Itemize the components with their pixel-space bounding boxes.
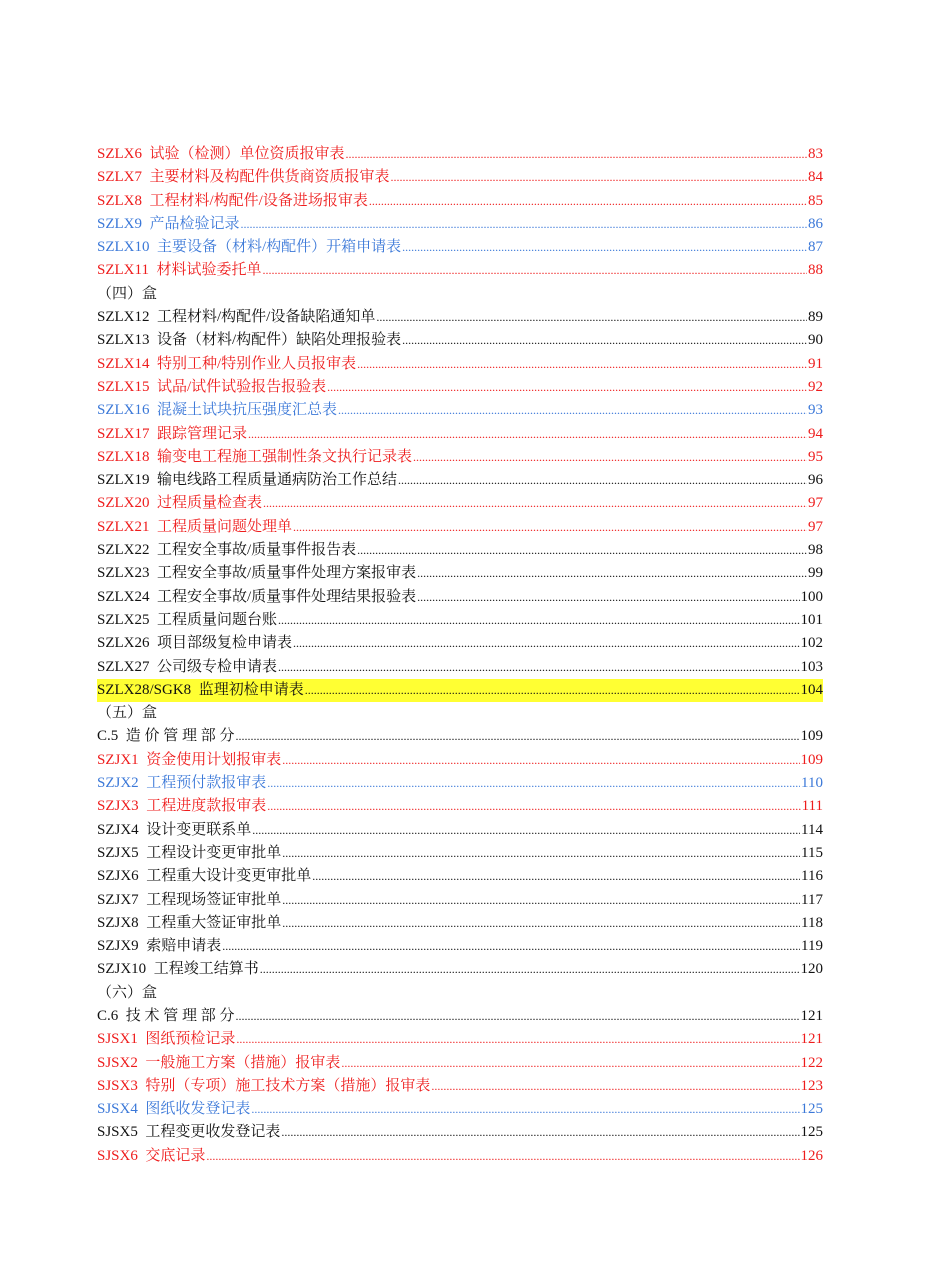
toc-entry-title: 工程现场签证审批单 bbox=[146, 891, 282, 908]
toc-entry-code: SZLX21 bbox=[97, 518, 150, 535]
toc-entry[interactable] bbox=[97, 376, 823, 399]
toc-entry-code: SJSX5 bbox=[97, 1124, 138, 1141]
toc-entry[interactable] bbox=[97, 259, 823, 282]
toc-entry-label bbox=[97, 1005, 235, 1028]
toc-leader-dots bbox=[312, 865, 800, 888]
toc-entry-code: SZLX11 bbox=[97, 262, 149, 279]
toc-page-number: 104 bbox=[800, 681, 823, 698]
toc-entry[interactable] bbox=[97, 725, 823, 748]
toc-entry-title: 工程变更收发登记表 bbox=[145, 1124, 281, 1141]
toc-page-number: 93 bbox=[808, 402, 823, 419]
toc-entry-label bbox=[97, 539, 356, 562]
toc-leader-dots bbox=[293, 632, 799, 655]
toc-page-number: 97 bbox=[808, 495, 823, 512]
toc-entry[interactable] bbox=[97, 795, 823, 818]
toc-entry[interactable] bbox=[97, 446, 823, 469]
toc-entry-title: 工程竣工结算书 bbox=[153, 961, 259, 978]
toc-entry-label bbox=[97, 656, 277, 679]
toc-entry-code: SZLX6 bbox=[97, 146, 142, 162]
toc-entry-label bbox=[97, 679, 304, 702]
toc-entry-label bbox=[97, 1075, 430, 1098]
toc-entry-title: 特别（专项）施工技术方案（措施）报审表 bbox=[145, 1077, 431, 1094]
toc-entry[interactable] bbox=[97, 749, 823, 772]
toc-entry-title: 工程预付款报审表 bbox=[146, 775, 267, 792]
toc-leader-dots bbox=[369, 190, 807, 213]
toc-page-number: 125 bbox=[800, 1101, 823, 1118]
toc-entry-code: SZLX15 bbox=[97, 378, 150, 395]
toc-entry-title: 图纸预检记录 bbox=[145, 1031, 236, 1048]
toc-entry[interactable] bbox=[97, 329, 823, 352]
toc-leader-dots bbox=[346, 143, 807, 166]
toc-entry[interactable] bbox=[97, 423, 823, 446]
toc-leader-dots bbox=[282, 842, 800, 865]
toc-entry-label bbox=[97, 329, 401, 352]
toc-page-number: 95 bbox=[808, 448, 823, 465]
toc-leader-dots bbox=[236, 1028, 799, 1051]
toc-page-number: 121 bbox=[800, 1031, 823, 1048]
toc-entry[interactable] bbox=[97, 772, 823, 795]
toc-entry[interactable] bbox=[97, 516, 823, 539]
toc-entry-code: SZLX13 bbox=[97, 332, 150, 349]
toc-page-number: 91 bbox=[808, 355, 823, 372]
toc-entry-label bbox=[97, 609, 277, 632]
toc-entry-label bbox=[97, 213, 240, 236]
toc-entry-code: SZLX18 bbox=[97, 448, 150, 465]
toc-page-number: 94 bbox=[808, 425, 823, 442]
toc-entry[interactable] bbox=[97, 143, 823, 166]
toc-entry-label bbox=[97, 1098, 250, 1121]
toc-entry[interactable] bbox=[97, 1145, 823, 1168]
toc-entry-title: 一般施工方案（措施）报审表 bbox=[145, 1054, 341, 1071]
toc-entry-title: 监理初检申请表 bbox=[198, 681, 304, 698]
toc-entry-title: 产品检验记录 bbox=[149, 215, 240, 232]
toc-entry-code: SJSX2 bbox=[97, 1054, 138, 1071]
toc-entry-label bbox=[97, 306, 375, 329]
toc-entry-label bbox=[97, 423, 247, 446]
toc-page-number: 117 bbox=[801, 891, 823, 908]
toc-entry[interactable] bbox=[97, 1028, 823, 1051]
toc-entry-title: 混凝土试块抗压强度汇总表 bbox=[157, 402, 338, 419]
toc-entry-label bbox=[97, 1121, 280, 1144]
toc-entry-label bbox=[97, 399, 337, 422]
toc-entry-label bbox=[97, 772, 266, 795]
toc-entry-code: SZLX22 bbox=[97, 542, 150, 559]
toc-page-number: 109 bbox=[800, 728, 823, 745]
toc-entry-code: SZLX28/SGK8 bbox=[97, 681, 192, 698]
toc-page-number: 96 bbox=[808, 472, 823, 489]
toc-leader-dots bbox=[206, 1145, 799, 1168]
toc-page-number: 120 bbox=[800, 961, 823, 978]
toc-entry[interactable] bbox=[97, 399, 823, 422]
toc-entry[interactable] bbox=[97, 236, 823, 259]
toc-entry-label bbox=[97, 586, 416, 609]
toc-entry[interactable] bbox=[97, 469, 823, 492]
toc-page-number: 111 bbox=[801, 798, 823, 815]
toc-leader-dots bbox=[402, 236, 807, 259]
toc-entry-title: 造 价 管 理 部 分 bbox=[125, 728, 235, 745]
toc-entry-code: SZLX7 bbox=[97, 169, 142, 186]
toc-entry-code: SZLX27 bbox=[97, 658, 150, 675]
toc-entry[interactable] bbox=[97, 1121, 823, 1144]
toc-leader-dots bbox=[402, 329, 807, 352]
toc-page-number: 125 bbox=[800, 1124, 823, 1141]
toc-page-number: 109 bbox=[800, 751, 823, 768]
toc-entry-code: SZLX10 bbox=[97, 239, 150, 256]
toc-page-number: 100 bbox=[800, 588, 823, 605]
toc-entry-label bbox=[97, 912, 281, 935]
toc-leader-dots bbox=[236, 725, 800, 748]
toc-leader-dots bbox=[398, 469, 807, 492]
toc-entry-code: SZJX10 bbox=[97, 961, 147, 978]
toc-leader-dots bbox=[281, 1121, 799, 1144]
toc-entry-label bbox=[97, 236, 401, 259]
toc-entry-label bbox=[97, 1145, 205, 1168]
toc-entry-label bbox=[97, 1028, 235, 1051]
toc-entry[interactable] bbox=[97, 656, 823, 679]
toc-leader-dots bbox=[417, 562, 807, 585]
toc-entry-title: 工程设计变更审批单 bbox=[146, 844, 282, 861]
toc-entry[interactable] bbox=[97, 889, 823, 912]
toc-page-number: 126 bbox=[800, 1147, 823, 1164]
toc-page-number: 114 bbox=[801, 821, 823, 838]
toc-entry-code: SZLX20 bbox=[97, 495, 150, 512]
toc-entry-label bbox=[97, 353, 356, 376]
toc-entry-code: SZLX8 bbox=[97, 192, 142, 209]
toc-entry-code: SZLX12 bbox=[97, 309, 150, 326]
toc-entry[interactable] bbox=[97, 865, 823, 888]
toc-page-number: 122 bbox=[800, 1054, 823, 1071]
toc-entry-title: 工程材料/构配件/设备进场报审表 bbox=[149, 192, 368, 209]
toc-leader-dots bbox=[262, 259, 807, 282]
toc-entry-label bbox=[97, 143, 345, 166]
toc-entry-label bbox=[97, 958, 259, 981]
toc-leader-dots bbox=[241, 213, 807, 236]
toc-entry-code: C.6 bbox=[97, 1007, 119, 1024]
toc-entry-code: SZLX23 bbox=[97, 565, 150, 582]
toc-entry-label bbox=[97, 376, 326, 399]
toc-entry-title: 工程重大签证审批单 bbox=[146, 914, 282, 931]
toc-entry[interactable] bbox=[97, 353, 823, 376]
toc-entry-title: 工程质量问题处理单 bbox=[157, 518, 293, 535]
toc-entry-code: SZLX24 bbox=[97, 588, 150, 605]
toc-leader-dots bbox=[431, 1075, 799, 1098]
toc-entry-label bbox=[97, 795, 266, 818]
toc-section-heading: （五）盒 bbox=[97, 705, 158, 722]
toc-page-number: 86 bbox=[808, 215, 823, 232]
toc-entry[interactable] bbox=[97, 1098, 823, 1121]
toc-entry-code: SZJX1 bbox=[97, 751, 139, 768]
toc-entry[interactable] bbox=[97, 842, 823, 865]
toc-page-number: 97 bbox=[808, 518, 823, 535]
toc-leader-dots bbox=[260, 958, 800, 981]
toc-leader-dots bbox=[413, 446, 807, 469]
toc-entry-title: 输电线路工程质量通病防治工作总结 bbox=[157, 472, 398, 489]
toc-entry-title: 输变电工程施工强制性条文执行记录表 bbox=[157, 448, 413, 465]
toc-entry-label bbox=[97, 935, 221, 958]
toc-section-heading: （六）盒 bbox=[97, 984, 158, 1001]
toc-entry-code: SZLX9 bbox=[97, 215, 142, 232]
toc-entry[interactable] bbox=[97, 213, 823, 236]
toc-entry-title: 材料试验委托单 bbox=[156, 262, 262, 279]
toc-leader-dots bbox=[293, 516, 807, 539]
toc-entry-label bbox=[97, 865, 311, 888]
toc-entry-label bbox=[97, 492, 262, 515]
toc-leader-dots bbox=[338, 399, 807, 422]
toc-entry-title: 试验（检测）单位资质报审表 bbox=[149, 146, 345, 162]
toc-entry-code: SZJX9 bbox=[97, 938, 139, 955]
toc-page-number: 92 bbox=[808, 378, 823, 395]
toc-entry-title: 过程质量检查表 bbox=[157, 495, 263, 512]
toc-entry-code: SZJX4 bbox=[97, 821, 139, 838]
toc-leader-dots bbox=[263, 492, 807, 515]
toc-leader-dots bbox=[236, 1005, 800, 1028]
toc-entry[interactable] bbox=[97, 1005, 823, 1028]
toc-entry[interactable] bbox=[97, 539, 823, 562]
toc-leader-dots bbox=[267, 772, 800, 795]
toc-page-number: 103 bbox=[800, 658, 823, 675]
toc-entry-code: SZJX8 bbox=[97, 914, 139, 931]
toc-entry-label bbox=[97, 516, 292, 539]
toc-page-number: 101 bbox=[800, 611, 823, 628]
toc-entry[interactable] bbox=[97, 190, 823, 213]
toc-page-number: 99 bbox=[808, 565, 823, 582]
toc-entry-title: 试品/试件试验报告报验表 bbox=[157, 378, 327, 395]
toc-page-number: 90 bbox=[808, 332, 823, 349]
toc-leader-dots bbox=[417, 586, 799, 609]
toc-page-number: 110 bbox=[801, 775, 823, 792]
toc-leader-dots bbox=[376, 306, 807, 329]
toc-leader-dots bbox=[282, 889, 800, 912]
toc-entry-title: 工程进度款报审表 bbox=[146, 798, 267, 815]
toc-entry-label bbox=[97, 632, 292, 655]
toc-entry[interactable] bbox=[97, 819, 823, 842]
toc-entry-code: SJSX6 bbox=[97, 1147, 138, 1164]
toc-entry-code: SZLX16 bbox=[97, 402, 150, 419]
toc-entry[interactable] bbox=[97, 609, 823, 632]
toc-entry-code: C.5 bbox=[97, 728, 119, 745]
toc-page-number: 118 bbox=[801, 914, 823, 931]
toc-page-number: 115 bbox=[801, 844, 823, 861]
toc-entry-label bbox=[97, 190, 368, 213]
toc-entry-label bbox=[97, 469, 397, 492]
toc-entry[interactable] bbox=[97, 958, 823, 981]
toc-entry-label bbox=[97, 562, 416, 585]
toc-entry-label bbox=[97, 166, 390, 189]
toc-entry[interactable] bbox=[97, 166, 823, 189]
toc-list bbox=[97, 143, 823, 1168]
toc-entry[interactable] bbox=[97, 1075, 823, 1098]
toc-entry[interactable] bbox=[97, 1052, 823, 1075]
toc-entry-label bbox=[97, 725, 235, 748]
toc-leader-dots bbox=[305, 679, 800, 702]
toc-page-number: 102 bbox=[800, 635, 823, 652]
toc-leader-dots bbox=[282, 912, 800, 935]
toc-entry-title: 工程安全事故/质量事件处理方案报审表 bbox=[157, 565, 417, 582]
toc-page-number: 88 bbox=[808, 262, 823, 279]
toc-leader-dots bbox=[357, 539, 807, 562]
toc-entry-title: 资金使用计划报审表 bbox=[146, 751, 282, 768]
toc-entry-title: 设计变更联系单 bbox=[146, 821, 252, 838]
toc-entry-title: 交底记录 bbox=[145, 1147, 206, 1164]
toc-page-number: 84 bbox=[808, 169, 823, 186]
toc-entry-code: SJSX1 bbox=[97, 1031, 138, 1048]
toc-leader-dots bbox=[341, 1052, 799, 1075]
toc-page-number: 123 bbox=[800, 1077, 823, 1094]
toc-page-number: 116 bbox=[801, 868, 823, 885]
toc-entry-code: SZLX17 bbox=[97, 425, 150, 442]
toc-entry-title: 索赔申请表 bbox=[146, 938, 222, 955]
toc-entry-title: 工程质量问题台账 bbox=[157, 611, 278, 628]
toc-entry-title: 主要设备（材料/构配件）开箱申请表 bbox=[157, 239, 402, 256]
toc-entry-title: 设备（材料/构配件）缺陷处理报验表 bbox=[157, 332, 402, 349]
toc-leader-dots bbox=[222, 935, 800, 958]
toc-entry-title: 公司级专检申请表 bbox=[157, 658, 278, 675]
toc-leader-dots bbox=[251, 1098, 799, 1121]
toc-entry-title: 跟踪管理记录 bbox=[157, 425, 248, 442]
toc-entry-title: 工程安全事故/质量事件报告表 bbox=[157, 542, 357, 559]
toc-page-number: 98 bbox=[808, 542, 823, 559]
toc-entry-code: SZLX14 bbox=[97, 355, 150, 372]
toc-page-number: 121 bbox=[800, 1007, 823, 1024]
toc-leader-dots bbox=[248, 423, 807, 446]
toc-entry-label bbox=[97, 446, 412, 469]
toc-leader-dots bbox=[267, 795, 800, 818]
toc-entry[interactable] bbox=[97, 492, 823, 515]
toc-entry-title: 工程重大设计变更审批单 bbox=[146, 868, 312, 885]
toc-entry-code: SJSX4 bbox=[97, 1101, 138, 1118]
toc-entry[interactable] bbox=[97, 679, 823, 702]
toc-page-number: 83 bbox=[808, 146, 823, 162]
toc-entry-code: SJSX3 bbox=[97, 1077, 138, 1094]
toc-entry-code: SZLX25 bbox=[97, 611, 150, 628]
toc-entry-title: 技 术 管 理 部 分 bbox=[125, 1007, 235, 1024]
toc-page-number: 119 bbox=[801, 938, 823, 955]
toc-entry-code: SZLX26 bbox=[97, 635, 150, 652]
toc-entry-label bbox=[97, 889, 281, 912]
toc-entry-title: 特别工种/特别作业人员报审表 bbox=[157, 355, 357, 372]
toc-leader-dots bbox=[391, 166, 807, 189]
toc-entry-title: 图纸收发登记表 bbox=[145, 1101, 251, 1118]
toc-leader-dots bbox=[282, 749, 799, 772]
toc-entry-code: SZJX5 bbox=[97, 844, 139, 861]
toc-section-heading: （四）盒 bbox=[97, 285, 158, 302]
toc-leader-dots bbox=[357, 353, 807, 376]
toc-entry-title: 工程材料/构配件/设备缺陷通知单 bbox=[157, 309, 376, 326]
toc-entry[interactable] bbox=[97, 912, 823, 935]
toc-entry-label bbox=[97, 259, 261, 282]
toc-entry[interactable] bbox=[97, 586, 823, 609]
toc-page-number: 87 bbox=[808, 239, 823, 256]
toc-leader-dots bbox=[327, 376, 807, 399]
toc-entry[interactable] bbox=[97, 632, 823, 655]
toc-entry-code: SZJX2 bbox=[97, 775, 139, 792]
toc-entry-code: SZJX3 bbox=[97, 798, 139, 815]
toc-page-number: 89 bbox=[808, 309, 823, 326]
toc-leader-dots bbox=[252, 819, 800, 842]
toc-entry-label bbox=[97, 1052, 340, 1075]
toc-entry[interactable] bbox=[97, 935, 823, 958]
toc-entry-label bbox=[97, 819, 251, 842]
toc-leader-dots bbox=[278, 656, 799, 679]
toc-entry-code: SZLX19 bbox=[97, 472, 150, 489]
toc-entry-label bbox=[97, 842, 281, 865]
toc-entry-title: 主要材料及构配件供货商资质报审表 bbox=[149, 169, 390, 186]
toc-entry-title: 工程安全事故/质量事件处理结果报验表 bbox=[157, 588, 417, 605]
toc-page-number: 85 bbox=[808, 192, 823, 209]
toc-entry[interactable] bbox=[97, 562, 823, 585]
toc-entry-title: 项目部级复检申请表 bbox=[157, 635, 293, 652]
toc-entry[interactable] bbox=[97, 306, 823, 329]
toc-leader-dots bbox=[278, 609, 799, 632]
toc-entry-label bbox=[97, 749, 281, 772]
toc-entry-code: SZJX6 bbox=[97, 868, 139, 885]
toc-entry-code: SZJX7 bbox=[97, 891, 139, 908]
